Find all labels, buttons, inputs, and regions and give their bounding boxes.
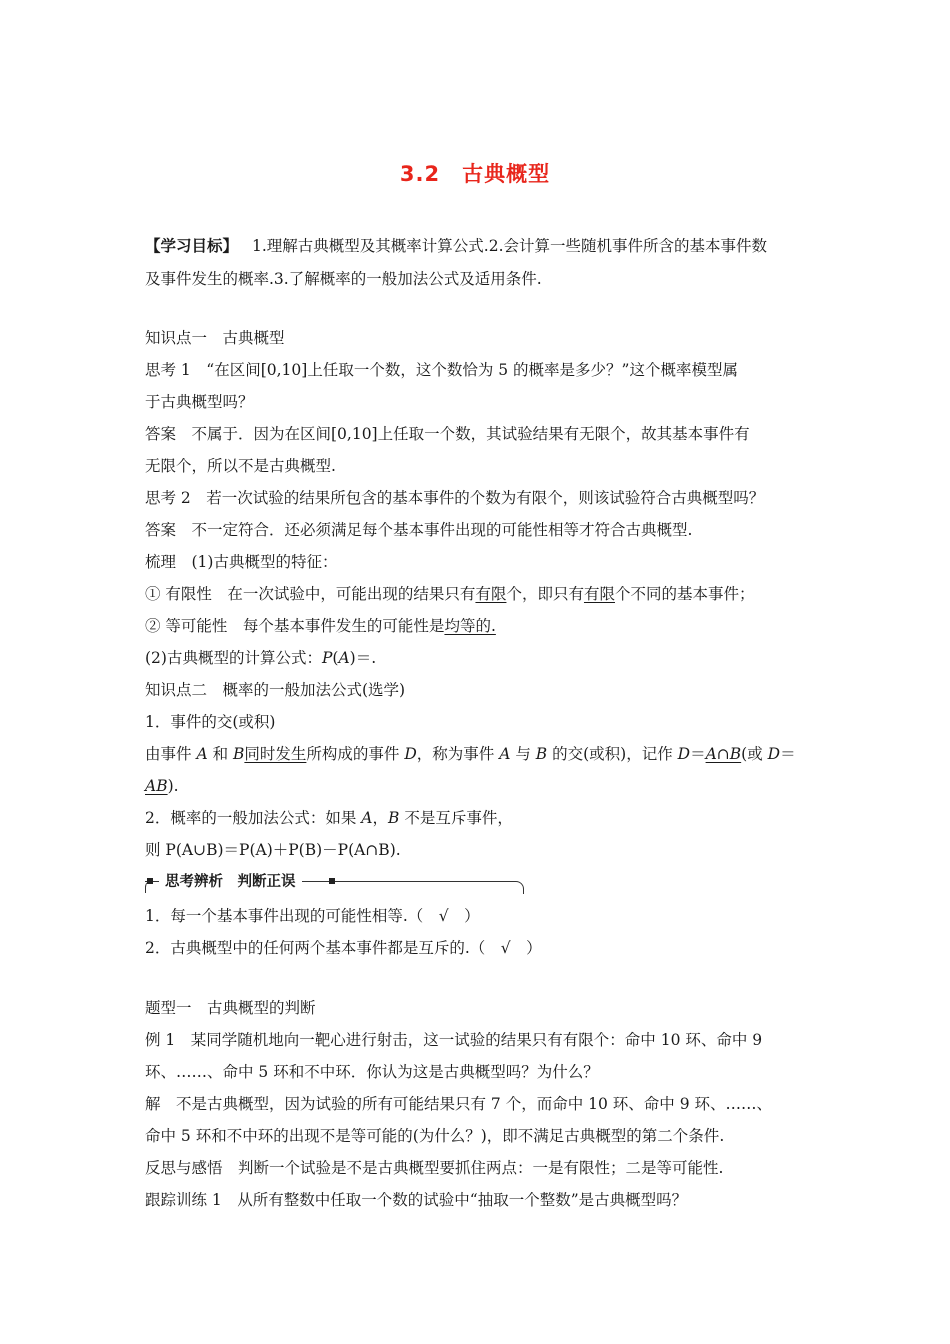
tracking-exercise-1: 跟踪训练 1 从所有整数中任取一个数的试验中“抽取一个整数”是古典概型吗？	[145, 1191, 688, 1209]
intersection-definition-line-1: 由事件 A 和 B同时发生所构成的事件 D，称为事件 A 与 B 的交(或积)，记作 D＝A∩B(或 D＝	[145, 745, 796, 763]
think-2: 思考 2 若一次试验的结果所包含的基本事件的个数为有限个，则该试验符合古典概型吗？	[145, 489, 765, 507]
section-title: 3.2 古典概型	[399, 162, 551, 186]
objectives-line-1: 【学习目标】 1.理解古典概型及其概率计算公式.2.会计算一些随机事件所含的基本事件数	[145, 236, 768, 255]
answer-1-line-2: 无限个，所以不是古典概型.	[145, 457, 336, 475]
blank-answer: AB	[145, 777, 168, 795]
think-1-line-2: 于古典概型吗？	[145, 393, 254, 411]
knowledge-point-2-heading: 知识点二 概率的一般加法公式(选学)	[145, 681, 406, 699]
item-addition-rule: 2．概率的一般加法公式：如果 A，B 不是互斥事件，	[145, 809, 513, 827]
objectives-tag: 【学习目标】	[145, 236, 239, 255]
answer-1-line-1: 答案 不属于．因为在区间[0,10]上任取一个数，其试验结果有无限个，故其基本事件有	[145, 425, 750, 443]
blank-answer: 有限	[475, 585, 507, 603]
blank-answer: 有限	[583, 585, 615, 603]
objectives-line-2: 及事件发生的概率.3.了解概率的一般加法公式及适用条件.	[145, 270, 542, 288]
example-1-line-1: 例 1 某同学随机地向一靶心进行射击，这一试验的结果只有有限个：命中 10 环、命中 9	[145, 1031, 763, 1049]
feature-finiteness: ① 有限性 在一次试验中，可能出现的结果只有有限个，即只有有限个不同的基本事件；	[145, 585, 755, 603]
problem-type-1-heading: 题型一 古典概型的判断	[145, 999, 316, 1017]
think-1-line-1: 思考 1 “在区间[0,10]上任取一个数，这个数恰为 5 的概率是多少？”这个概率模型属	[145, 361, 738, 379]
summary-heading: 梳理 (1)古典概型的特征：	[145, 553, 338, 571]
judge-question-1: 1．每一个基本事件出现的可能性相等.（ √ ）	[145, 907, 480, 925]
item-intersection: 1．事件的交(或积)	[145, 713, 276, 731]
addition-rule-formula: 则 P(A∪B)＝P(A)＋P(B)－P(A∩B).	[145, 841, 401, 859]
judge-question-2: 2．古典概型中的任何两个基本事件都是互斥的.（ √ ）	[145, 939, 542, 957]
formula-line: (2)古典概型的计算公式：P(A)＝.	[145, 649, 377, 667]
judge-banner-label: 思考辨析 判断正误	[159, 872, 302, 892]
knowledge-point-1-heading: 知识点一 古典概型	[145, 329, 285, 347]
banner-dot-icon	[147, 878, 153, 884]
example-1-line-2: 环、……、命中 5 环和不中环．你认为这是古典概型吗？为什么？	[145, 1063, 599, 1081]
judge-banner	[145, 872, 525, 894]
blank-answer: A∩B	[705, 745, 742, 763]
feature-equal-likelihood: ② 等可能性 每个基本事件发生的可能性是均等的.	[145, 617, 496, 635]
reflection: 反思与感悟 判断一个试验是不是古典概型要抓住两点：一是有限性；二是等可能性.	[145, 1159, 724, 1177]
solution-line-1: 解 不是古典概型，因为试验的所有可能结果只有 7 个，而命中 10 环、命中 9 环、……、	[145, 1095, 773, 1113]
solution-line-2: 命中 5 环和不中环的出现不是等可能的(为什么？)，即不满足古典概型的第二个条件.	[145, 1127, 725, 1145]
banner-dot-icon	[329, 878, 335, 884]
answer-2: 答案 不一定符合．还必须满足每个基本事件出现的可能性相等才符合古典概型.	[145, 521, 693, 539]
intersection-definition-line-2: AB).	[145, 777, 179, 795]
blank-answer: 均等的.	[444, 617, 496, 635]
blank-answer: 同时发生	[244, 745, 307, 763]
